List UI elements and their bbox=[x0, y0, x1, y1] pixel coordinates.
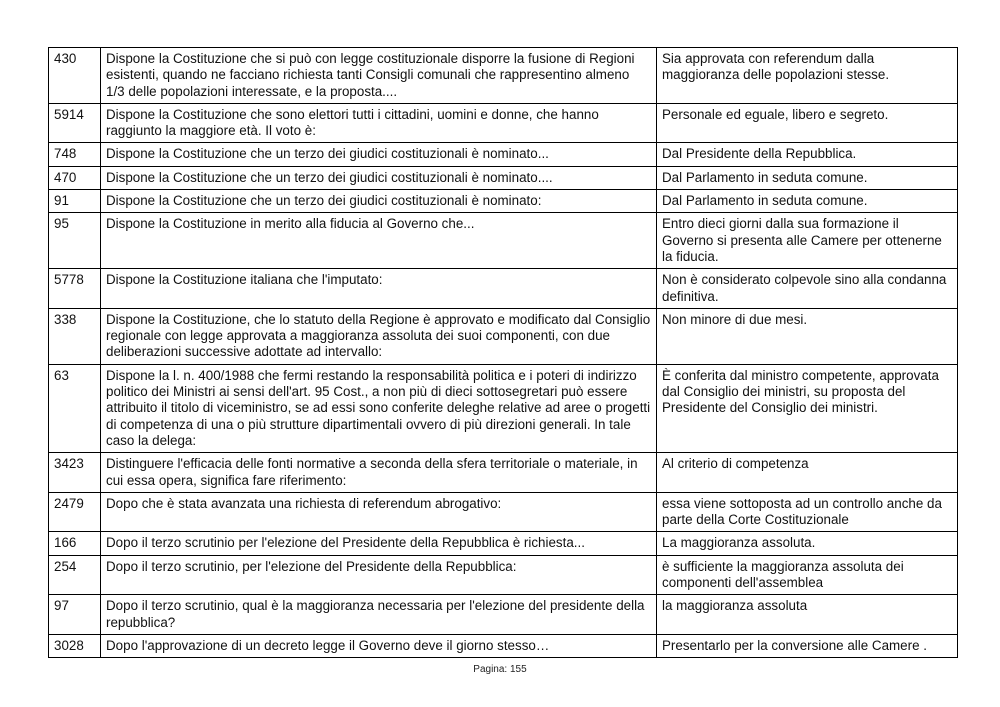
table-row bbox=[49, 595, 958, 635]
question-cell: Dopo il terzo scrutinio, per l'elezione del Presidente della Repubblica: bbox=[101, 555, 657, 595]
question-number-cell: 63 bbox=[49, 364, 101, 452]
question-cell: Dispone la l. n. 400/1988 che fermi restando la responsabilità politica e i poteri di indirizzo politico dei Ministri ai sensi dell'art. 95 Cost., a non più di dieci sottosegretari può essere attribuito il titolo di viceministro, se ad essi sono conferite deleghe relative ad aree o progetti di competenza di una o più strutture dipartimentali ovvero di più direzioni generali. In tale caso la delega: bbox=[101, 364, 657, 452]
question-number-cell: 5914 bbox=[49, 103, 101, 143]
table-row bbox=[49, 308, 958, 364]
question-number-cell: 91 bbox=[49, 190, 101, 213]
answer-cell: Sia approvata con referendum dalla maggioranza delle popolazioni stesse. bbox=[657, 48, 958, 104]
question-cell: Dispone la Costituzione, che lo statuto della Regione è approvato e modificato dal Consiglio regionale con legge approvata a maggioranza assoluta dei suoi componenti, con due deliberazioni successive adottate ad intervallo: bbox=[101, 308, 657, 364]
question-number-cell: 470 bbox=[49, 166, 101, 189]
question-cell: Dopo l'approvazione di un decreto legge il Governo deve il giorno stesso… bbox=[101, 634, 657, 657]
question-cell: Dopo che è stata avanzata una richiesta di referendum abrogativo: bbox=[101, 492, 657, 532]
question-cell: Dispone la Costituzione che sono elettori tutti i cittadini, uomini e donne, che hanno raggiunto la maggiore età. Il voto è: bbox=[101, 103, 657, 143]
question-cell: Dispone la Costituzione che un terzo dei giudici costituzionali è nominato.... bbox=[101, 166, 657, 189]
table-row bbox=[49, 555, 958, 595]
question-number-cell: 5778 bbox=[49, 269, 101, 309]
question-number-cell: 748 bbox=[49, 143, 101, 166]
answer-cell: Non è considerato colpevole sino alla condanna definitiva. bbox=[657, 269, 958, 309]
question-number-cell: 2479 bbox=[49, 492, 101, 532]
answer-cell: Presentarlo per la conversione alle Camere . bbox=[657, 634, 958, 657]
answer-cell: è sufficiente la maggioranza assoluta dei componenti dell'assemblea bbox=[657, 555, 958, 595]
answer-cell: Dal Parlamento in seduta comune. bbox=[657, 190, 958, 213]
table-row bbox=[49, 453, 958, 493]
question-cell: Dispone la Costituzione in merito alla fiducia al Governo che... bbox=[101, 213, 657, 269]
table-row bbox=[49, 492, 958, 532]
page-number: Pagina: 155 bbox=[473, 664, 527, 675]
question-cell: Dopo il terzo scrutinio per l'elezione del Presidente della Repubblica è richiesta... bbox=[101, 532, 657, 555]
answer-cell: essa viene sottoposta ad un controllo anche da parte della Corte Costituzionale bbox=[657, 492, 958, 532]
table-row bbox=[49, 166, 958, 189]
answer-cell: Entro dieci giorni dalla sua formazione il Governo si presenta alle Camere per ottenerne la fiducia. bbox=[657, 213, 958, 269]
question-cell: Dopo il terzo scrutinio, qual è la maggioranza necessaria per l'elezione del presidente della repubblica? bbox=[101, 595, 657, 635]
question-number-cell: 3028 bbox=[49, 634, 101, 657]
questions-table-body bbox=[49, 48, 958, 658]
answer-cell: Dal Presidente della Repubblica. bbox=[657, 143, 958, 166]
table-row bbox=[49, 269, 958, 309]
question-cell: Dispone la Costituzione che un terzo dei giudici costituzionali è nominato: bbox=[101, 190, 657, 213]
answer-cell: la maggioranza assoluta bbox=[657, 595, 958, 635]
page-footer bbox=[0, 664, 1000, 676]
question-number-cell: 97 bbox=[49, 595, 101, 635]
table-row bbox=[49, 190, 958, 213]
table-row bbox=[49, 532, 958, 555]
question-cell: Dispone la Costituzione che un terzo dei giudici costituzionali è nominato... bbox=[101, 143, 657, 166]
answer-cell: La maggioranza assoluta. bbox=[657, 532, 958, 555]
question-number-cell: 338 bbox=[49, 308, 101, 364]
table-row bbox=[49, 213, 958, 269]
question-number-cell: 430 bbox=[49, 48, 101, 104]
questions-table bbox=[48, 47, 958, 658]
table-row bbox=[49, 48, 958, 104]
table-row bbox=[49, 143, 958, 166]
table-row bbox=[49, 103, 958, 143]
question-number-cell: 3423 bbox=[49, 453, 101, 493]
question-cell: Dispone la Costituzione che si può con legge costituzionale disporre la fusione di Regioni esistenti, quando ne facciano richiesta tanti Consigli comunali che rappresentino almeno 1/3 delle popolazioni interessate, e la proposta.... bbox=[101, 48, 657, 104]
answer-cell: Non minore di due mesi. bbox=[657, 308, 958, 364]
answer-cell: Al criterio di competenza bbox=[657, 453, 958, 493]
answer-cell: Dal Parlamento in seduta comune. bbox=[657, 166, 958, 189]
table-row bbox=[49, 364, 958, 452]
question-number-cell: 254 bbox=[49, 555, 101, 595]
answer-cell: È conferita dal ministro competente, approvata dal Consiglio dei ministri, su proposta del Presidente del Consiglio dei ministri. bbox=[657, 364, 958, 452]
table-row bbox=[49, 634, 958, 657]
question-cell: Distinguere l'efficacia delle fonti normative a seconda della sfera territoriale o materiale, in cui essa opera, significa fare riferimento: bbox=[101, 453, 657, 493]
answer-cell: Personale ed eguale, libero e segreto. bbox=[657, 103, 958, 143]
question-cell: Dispone la Costituzione italiana che l'imputato: bbox=[101, 269, 657, 309]
question-number-cell: 95 bbox=[49, 213, 101, 269]
question-number-cell: 166 bbox=[49, 532, 101, 555]
